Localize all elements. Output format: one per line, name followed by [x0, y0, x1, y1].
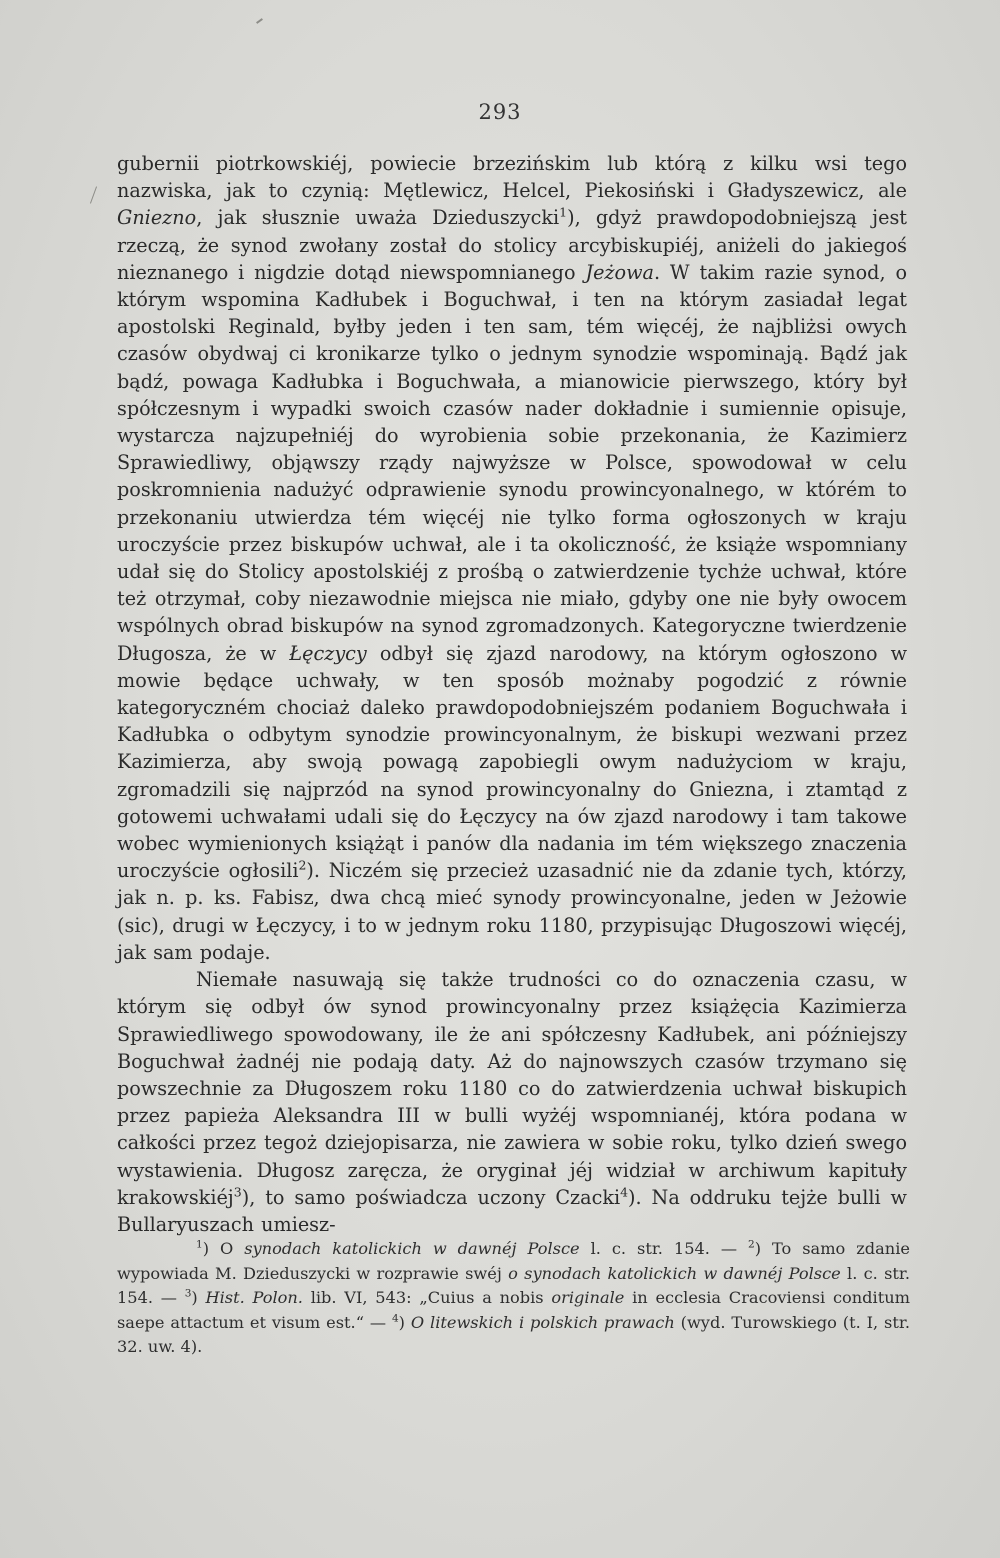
- text-run: ) To samo zdanie wypowiada M. Dzieduszycki w rozprawie swéj: [117, 1239, 910, 1283]
- scan-mark: [90, 186, 97, 203]
- footnote-ref: 4: [391, 1312, 399, 1325]
- footnote-ref: 4: [620, 1184, 629, 1200]
- text-run: , jak słusznie uważa Dzieduszycki: [196, 206, 560, 230]
- footnote-ref: 2: [748, 1238, 755, 1251]
- footnote-ref: 3: [233, 1184, 242, 1200]
- text-run: in ecclesia Cracoviensi conditum saepe attactum et visum est.“ —: [117, 1288, 911, 1332]
- footnote-paragraph: [117, 1237, 910, 1360]
- text-run: Niemałe nasuwają się także trudności co do oznaczenia czasu, w którym się odbył ów synod prowincyonalny przez książęcia Kazimierza Sprawiedliwego spowodowany, ile że ani spółczesny Kadłubek, ani późniejszy Boguchwał żadnéj nie podają daty. Aż do najnowszych czasów trzymano się powszechnie za Długoszem roku 1180 co do zatwierdzenia uchwał biskupich przez papieża Aleksandra III w bulli wyżéj wspomnianéj, która podana w całkości przez tegoż dziejopisarza, nie zawiera w sobie roku, tylko dzień swego wystawienia. Długosz zaręcza, że oryginał jéj widział w archiwum kapituły krakowskiéj: [117, 968, 907, 1209]
- paragraph: [117, 150, 907, 966]
- page-number: 293: [478, 100, 522, 124]
- text-run: l. c. str. 154. —: [579, 1239, 749, 1258]
- footnote-ref: 1: [196, 1238, 203, 1251]
- text-run: ) O: [202, 1239, 245, 1258]
- footnote-ref: 1: [559, 205, 568, 221]
- text-run: ), gdyż prawdopodobniejszą jest rzeczą, że synod zwołany został do stolicy arcybiskupiéj, aniżeli do jakiegoś nieznanego i nigdzie dotąd niewspomnianego: [117, 206, 907, 284]
- footnote-ref: 2: [298, 857, 307, 873]
- text-run: (wyd. Turowskiego (t. I, str. 32. uw. 4).: [117, 1312, 910, 1357]
- italic-text: Jeżowa: [585, 260, 654, 284]
- italic-text: Gniezno: [117, 206, 197, 230]
- text-run: l. c. str. 154. —: [117, 1263, 910, 1308]
- italic-text: Hist. Polon.: [205, 1288, 303, 1308]
- italic-text: Łęczycy: [289, 641, 367, 665]
- italic-text: originale: [551, 1288, 625, 1308]
- italic-text: o synodach katolickich w dawnéj Polsce: [508, 1263, 841, 1283]
- footnotes: [117, 1237, 910, 1360]
- text-run: ): [398, 1312, 411, 1332]
- italic-text: synodach katolickich w dawnéj Polsce: [244, 1239, 580, 1258]
- text-run: gubernii piotrkowskiéj, powiecie brzezińskim lub którą z kilku wsi tego nazwiska, jak to czynią: Mętlewicz, Helcel, Piekosiński i Gładyszewicz, ale: [117, 152, 907, 203]
- text-run: ), to samo poświadcza uczony Czacki: [241, 1185, 621, 1209]
- scan-mark: [256, 18, 263, 24]
- body-text: [117, 150, 907, 1238]
- text-run: odbył się zjazd narodowy, na którym ogłoszono w mowie będące uchwały, w ten sposób możnaby pogodzić z równie kategoryczném chociaż daleko prawdopodobniejszém podaniem Boguchwała i Kadłubka o odbytym synodzie prowincyonalnym, że biskupi wezwani przez Kazimierza, aby swoją powagą zapobiegli owym nadużyciom w kraju, zgromadzili się najprzód na synod prowincyonalny do Gniezna, i ztamtąd z gotowemi uchwałami udali się do Łęczycy na ów zjazd narodowy i tam takowe wobec wymienionych książąt i panów dla nadania im tém większego znaczenia uroczyście ogłosili: [117, 641, 907, 883]
- text-run: ): [191, 1288, 206, 1308]
- text-run: ). Na oddruku tejże bulli w Bullaryuszach umiesz-: [117, 1185, 907, 1236]
- text-run: . W takim razie synod, o którym wspomina Kadłubek i Boguchwał, i ten na którym zasiadał legat apostolski Reginald, byłby jeden i ten sam, tém więcéj, że najbliżsi owych czasów obydwaj ci kronikarze tylko o jednym synodzie wspominają. Bądź jak bądź, powaga Kadłubka i Boguchwała, a mianowicie pierwszego, który był spółczesnym i wypadki swoich czasów nader dokładnie i sumiennie opisuje, wystarcza najzupełniéj do wyrobienia sobie przekonania, że Kazimierz Sprawiedliwy, objąwszy rządy najwyższe w Polsce, spowodował w celu poskromnienia nadużyć odprawienie synodu prowincyonalnego, w którém to przekonaniu utwierdza tém więcéj nie tylko forma ogłoszonych w kraju uroczyście przez biskupów uchwał, ale i ta okoliczność, że książe wspomniany udał się do Stolicy apostolskiéj z prośbą o zatwierdzenie tychże uchwał, które też otrzymał, coby niezawodnie miejsca nie miało, gdyby one nie były owocem wspólnych obrad biskupów na synod zgromadzonych. Kategoryczne twierdzenie Długosza, że w: [117, 260, 907, 665]
- text-run: lib. VI, 543: „Cuius a nobis: [302, 1288, 552, 1308]
- text-run: ). Niczém się przecież uzasadnić nie da zdanie tych, którzy, jak n. p. ks. Fabisz, dwa chcą mieć synody prowincyonalne, jeden w Jeżowie (sic), drugi w Łęczycy, i to w jednym roku 1180, przypisując Długoszowi więcéj, jak sam podaje.: [117, 859, 907, 964]
- paragraph: [117, 966, 907, 1238]
- footnote-ref: 3: [184, 1287, 192, 1300]
- italic-text: O litewskich i polskich prawach: [410, 1312, 675, 1332]
